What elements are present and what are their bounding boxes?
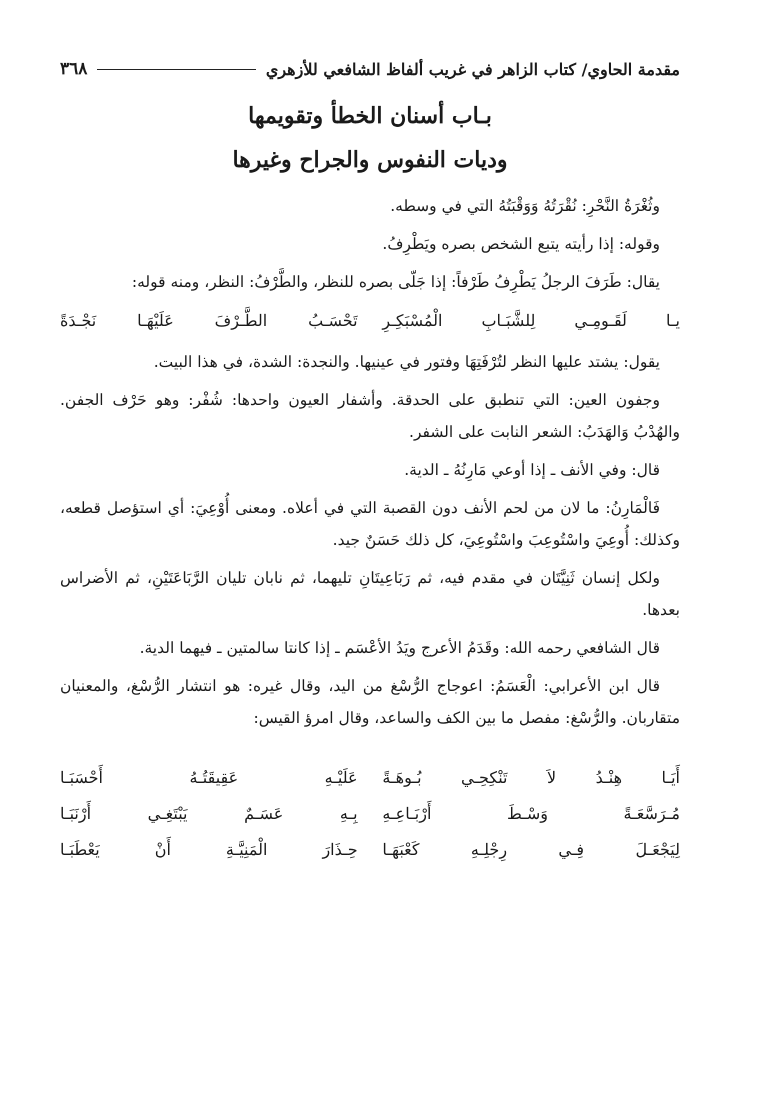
- header-rule: [97, 69, 255, 70]
- poem: [60, 760, 680, 868]
- running-title: مقدمة الحاوي/ كتاب الزاهر في غريب ألفاظ الشافعي للأزهري: [265, 59, 680, 79]
- paragraph: قال: وفي الأنف ـ إذا أوعي مَارِنُهُ ـ الدية.: [404, 461, 660, 479]
- paragraph: يقال: طَرَفَ الرجلُ يَطْرِفُ طَرْفاً: إذا جَلّى بصره للنظر، والطَّرْفُ: النظر، ومنه قوله:: [131, 273, 660, 291]
- paragraph: وثُغْرَةُ النَّحْرِ: نُقْرَتُهُ وَوَقْبَتُهُ التي في وسطه.: [390, 197, 660, 215]
- chapter-title-line-1: بـاب أسنان الخطأ وتقويمها: [248, 103, 492, 129]
- paragraph: وقوله: إذا رأيته يتبع الشخص بصره ويَطْرِفُ.: [382, 235, 660, 253]
- verse-first-hemistich: يـا لَقَـومِـي لِلشَّبَـابِ الْمُسْبَكِـرِ: [382, 311, 680, 330]
- paragraph: يقول: يشتد عليها النظر لتُرْفَتِهَا وفتور في عينيها. والنجدة: الشدة، في هذا البيت.: [153, 353, 660, 371]
- paragraph: ولكل إنسان ثَنِيَّتَان في مقدم فيه، ثم رَبَاعِيتَانِ تليهما، ثم نابان تليان الرَّبَاعَتَيْنِ، ثم الأضراس بعدها.: [60, 569, 680, 619]
- verse-first-hemistich: أَيَـا هِنْـدُ لاَ تَنْكِحِـي بُـوهَـةً: [382, 768, 680, 787]
- paragraph: فَالْمَارِنُ: ما لان من لحم الأنف دون القصبة التي في أعلاه. ومعنى أُوْعِيَ: أي استؤصل قطعه، وكذلك: أُوعِيَ واسْتُوعِبَ واسْتُوعِيَ، كل ذلك حَسَنٌ جيد.: [60, 499, 680, 549]
- chapter-title-line-2: وديات النفوس والجراح وغيرها: [232, 147, 508, 173]
- chapter-title: [60, 94, 680, 182]
- poem-verse-1: [60, 760, 680, 796]
- poem-verse-2: [60, 796, 680, 832]
- body-text: [60, 190, 680, 868]
- paragraph: قال الشافعي رحمه الله: وقَدَمُ الأعرج ويَدُ الأعْسَم ـ إذا كانتا سالمتين ـ فيهما الدية.: [139, 639, 660, 657]
- verse-line: [60, 304, 680, 338]
- verse-first-hemistich: لِيَجْعَـلَ فِـي رِجْلِـهِ كَعْبَهَـا: [382, 840, 680, 859]
- running-header: [60, 56, 680, 82]
- page-number: ٣٦٨: [60, 59, 88, 79]
- poem-verse-3: [60, 832, 680, 868]
- verse-second-hemistich: عَلَيْـهِ عَقِيقَتُـهُ أَحْسَبَـا: [60, 768, 358, 787]
- verse-second-hemistich: تَحْسَـبُ الطَّـرْفَ عَلَيْهَـا نَجْـدَةً: [60, 311, 358, 330]
- paragraph: قال ابن الأعرابي: الْعَسَمُ: اعوجاج الرُّسْغ من اليد، وقال غيره: هو انتشار الرُّسْغ، والمعنيان متقاربان. والرُّسْغ: مفصل ما بين الكف والساعد، وقال امرؤ القيس:: [60, 677, 680, 727]
- verse-first-hemistich: مُـرَسَّعَـةً وَسْـطَ أَرْبَـاعِـهِ: [382, 804, 680, 823]
- verse-second-hemistich: بِـهِ عَسَـمٌ يَبْتَغِـي أَرْنَبَـا: [60, 804, 358, 823]
- paragraph: وجفون العين: التي تنطبق على الحدقة. وأشفار العيون واحدها: شُفْر: وهو حَرْف الجفن. والهُدْبُ وَالهَدَبُ: الشعر النابت على الشفر.: [60, 391, 680, 441]
- verse-second-hemistich: حِـذَارَ الْمَنِيَّـةِ أَنْ يَعْطَبَـا: [60, 840, 358, 859]
